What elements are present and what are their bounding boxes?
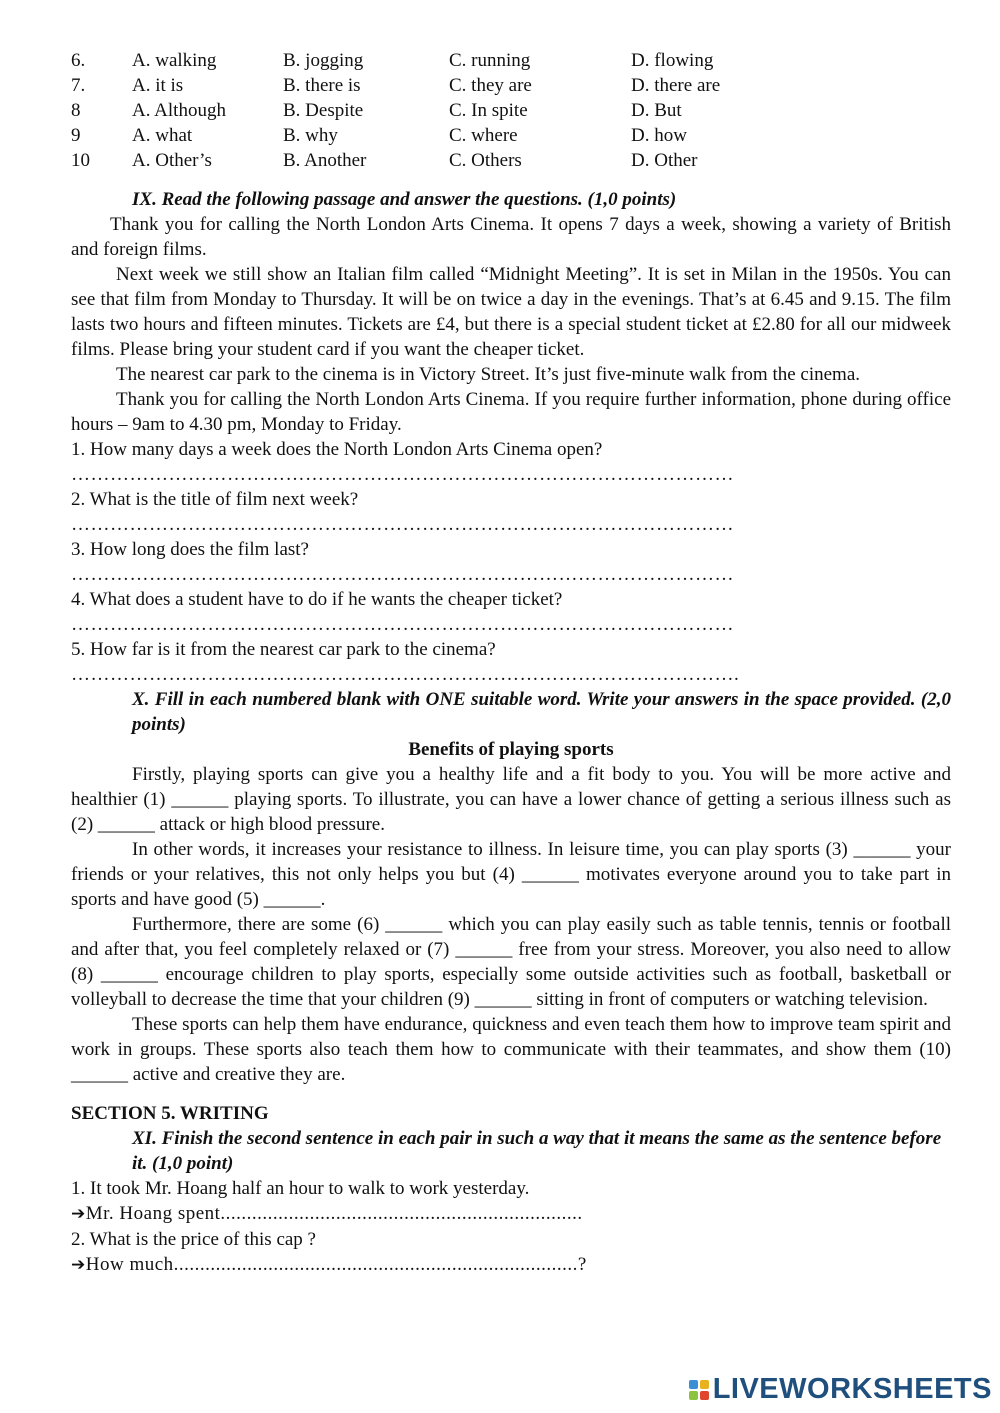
cloze-paragraph: These sports can help them have endurance, quickness and even teach them how to improve team spirit and work in groups. These sports also teach them how to communicate with their teammates, and show them (10) ______ active and creative they are. — [71, 1014, 951, 1085]
option-d: D. flowing — [631, 50, 714, 71]
writing-item — [71, 1176, 951, 1227]
reading-paragraph: Next week we still show an Italian film called “Midnight Meeting”. It is set in Milan in the 1950s. You can see that film from Monday to Thursday. It will be on twice a day in the evenings. That’s at 6.45 and 9.15. The film lasts two hours and fifteen minutes. Tickets are £4, but there is a special student ticket at £2.80 for all our midweek films. Please bring your student card if you want the cheaper ticket. — [71, 264, 951, 360]
reading-questions — [71, 437, 951, 687]
reading-heading: IX. Read the following passage and answer the questions. (1,0 points) — [132, 189, 677, 210]
option-row — [71, 73, 951, 98]
cloze-title: Benefits of playing sports — [408, 739, 614, 760]
option-b: B. why — [283, 125, 338, 146]
option-d: D. But — [631, 100, 682, 121]
reading-paragraph: Thank you for calling the North London Arts Cinema. If you require further information, phone during office hours – 9am to 4.30 pm, Monday to Friday. — [71, 389, 951, 435]
cloze-paragraph: Furthermore, there are some (6) ______ which you can play easily such as table tennis, tennis or football and after that, you feel completely relaxed or (7) ______ free from your stress. Moreover, you also need to allow (8) ______ encourage children to play sports, especially some outside activities such as football, basketball or volleyball to decrease the time that your children (9) ______ sitting in front of computers or watching television. — [71, 914, 951, 1010]
option-a: A. walking — [132, 50, 217, 71]
logo-square — [689, 1380, 698, 1389]
writing-prompt: 1. It took Mr. Hoang half an hour to walk to work yesterday. — [71, 1178, 530, 1199]
question-text: 2. What is the title of film next week? — [71, 489, 359, 510]
option-b: B. Despite — [283, 100, 364, 121]
option-c: C. they are — [449, 75, 532, 96]
question-text: 3. How long does the film last? — [71, 539, 309, 560]
option-b: B. Another — [283, 150, 367, 171]
answer-line[interactable]: ………………………………………………………………………………………… — [71, 564, 734, 585]
writing-answer-line[interactable] — [71, 1201, 951, 1227]
writing-section-title: SECTION 5. WRITING — [71, 1103, 269, 1124]
reading-paragraph: The nearest car park to the cinema is in Victory Street. It’s just five-minute walk from the cinema. — [116, 364, 861, 385]
logo-square — [700, 1391, 709, 1400]
question-text: 5. How far is it from the nearest car park to the cinema? — [71, 639, 496, 660]
option-d: D. Other — [631, 150, 698, 171]
option-a: A. Other’s — [132, 150, 212, 171]
cloze-heading — [71, 687, 951, 737]
option-c: C. Others — [449, 150, 522, 171]
answer-line[interactable]: ………………………………………………………………………………………… — [71, 614, 734, 635]
option-row — [71, 48, 951, 73]
writing-answer-line[interactable] — [71, 1252, 951, 1278]
option-row — [71, 98, 951, 123]
option-d: D. there are — [631, 75, 721, 96]
option-b: B. jogging — [283, 50, 364, 71]
option-b: B. there is — [283, 75, 361, 96]
option-a: A. what — [132, 125, 193, 146]
liveworksheets-logo — [689, 1373, 992, 1405]
option-c: C. In spite — [449, 100, 528, 121]
writing-answer-text: Mr. Hoang spent..................................................................... — [85, 1203, 583, 1224]
option-number: 6. — [71, 50, 86, 71]
option-number: 7. — [71, 75, 86, 96]
option-d: D. how — [631, 125, 687, 146]
question-text: 1. How many days a week does the North London Arts Cinema open? — [71, 439, 603, 460]
option-row — [71, 123, 951, 148]
writing-heading: XI. Finish the second sentence in each pair in such a way that it means the same as the sentence before it. (1,0 point) — [132, 1128, 942, 1174]
writing-prompt: 2. What is the price of this cap ? — [71, 1229, 316, 1250]
option-number: 8 — [71, 100, 81, 121]
cloze-heading-text: X. Fill in each numbered blank with ONE suitable word. Write your answers in the space provided. (2,0 points) — [132, 689, 951, 735]
answer-line[interactable]: ………………………………………………………………………………………… — [71, 464, 734, 485]
arrow-icon: ➔ — [71, 1255, 86, 1275]
cloze-paragraph: In other words, it increases your resistance to illness. In leisure time, you can play sports (3) ______ your friends or your relatives, this not only helps you but (4) ______ motivates everyone around you to take part in sports and have good (5) ______. — [71, 839, 951, 910]
option-c: C. where — [449, 125, 518, 146]
writing-answer-text: How much.............................................................................? — [85, 1254, 587, 1275]
reading-paragraph: Thank you for calling the North London Arts Cinema. It opens 7 days a week, showing a variety of British and foreign films. — [71, 214, 951, 260]
cloze-paragraph: Firstly, playing sports can give you a healthy life and a fit body to you. You will be more active and healthier (1) ______ playing sports. To illustrate, you can have a lower chance of getting a serious illness such as (2) ______ attack or high blood pressure. — [71, 764, 951, 835]
worksheet-page — [71, 48, 951, 1278]
answer-line[interactable]: ………………………………………………………………………………………… — [71, 514, 734, 535]
option-a: A. it is — [132, 75, 184, 96]
logo-square — [689, 1391, 698, 1400]
logo-square — [700, 1380, 709, 1389]
logo-text: LIVEWORKSHEETS — [712, 1373, 992, 1405]
option-row — [71, 148, 951, 173]
option-number: 10 — [71, 150, 90, 171]
question-text: 4. What does a student have to do if he wants the cheaper ticket? — [71, 589, 563, 610]
option-a: A. Although — [132, 100, 226, 121]
answer-line[interactable]: …………………………………………………………………………………………. — [71, 664, 740, 685]
logo-squares-icon — [689, 1380, 709, 1400]
arrow-icon: ➔ — [71, 1204, 86, 1224]
options-table — [71, 48, 951, 173]
option-number: 9 — [71, 125, 81, 146]
option-c: C. running — [449, 50, 531, 71]
writing-item — [71, 1227, 951, 1278]
